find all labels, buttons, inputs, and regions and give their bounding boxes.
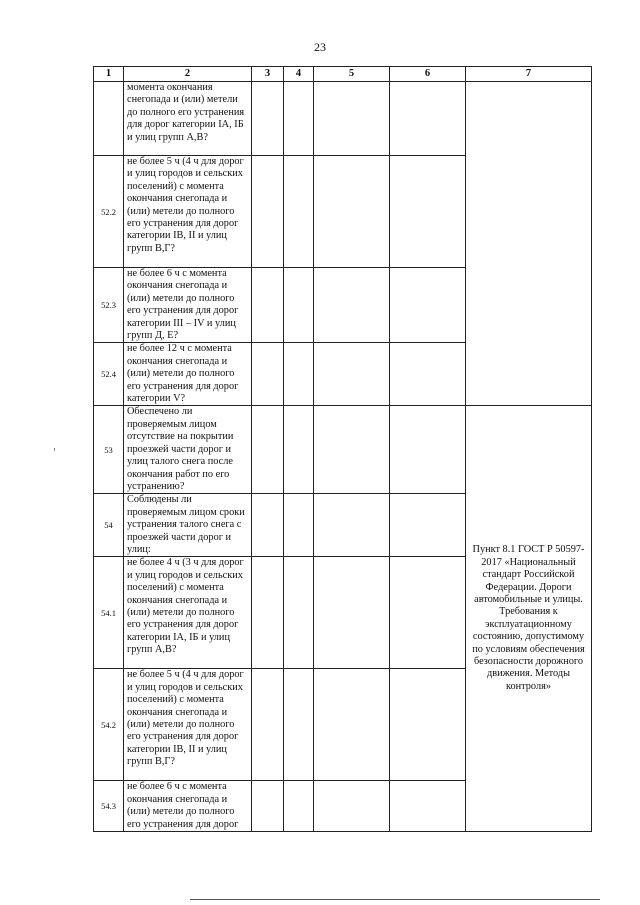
question-text: не более 12 ч с момента окончания снегопада и (или) метели до полного его устранения для дорог категории V?: [124, 343, 252, 406]
header-col-5: 5: [314, 67, 390, 82]
row-number: 54.1: [94, 557, 124, 669]
header-col-2: 2: [124, 67, 252, 82]
row-number: 52.2: [94, 156, 124, 268]
empty-cell: [390, 781, 466, 832]
row-number: 54: [94, 494, 124, 557]
empty-cell: [252, 82, 284, 156]
empty-cell: [390, 669, 466, 781]
question-text: момента окончания снегопада и (или) метели до полного его устранения для дорог категории IA, IБ и улиц групп А,В?: [124, 82, 252, 156]
empty-cell: [314, 268, 390, 343]
empty-cell: [314, 343, 390, 406]
row-number: 54.2: [94, 669, 124, 781]
empty-cell: [390, 343, 466, 406]
page-edge-line: [190, 899, 600, 900]
empty-cell: [284, 557, 314, 669]
question-text: не более 5 ч (4 ч для дорог и улиц городов и сельских поселений) с момента окончания снегопада и (или) метели до полного его устранения для дорог категории IB, II и улиц групп В,Г?: [124, 669, 252, 781]
empty-cell: [284, 494, 314, 557]
empty-cell: [390, 82, 466, 156]
empty-cell: [284, 669, 314, 781]
empty-cell: [390, 156, 466, 268]
header-col-1: 1: [94, 67, 124, 82]
empty-cell: [314, 406, 390, 494]
empty-cell: [284, 406, 314, 494]
empty-cell: [314, 82, 390, 156]
empty-cell: [284, 268, 314, 343]
empty-cell: [252, 669, 284, 781]
empty-cell: [252, 557, 284, 669]
row-number: 54.3: [94, 781, 124, 832]
empty-cell: [390, 406, 466, 494]
table-row: [94, 406, 592, 494]
gost-reference: Пункт 8.1 ГОСТ Р 50597-2017 «Национальный стандарт Российской Федерации. Дороги автомобильные и улицы. Требования к эксплуатационному состоянию, допустимому по условиям обеспечения безопасности дорожного движения. Методы контроля»: [466, 406, 592, 832]
question-text: не более 6 ч с момента окончания снегопада и (или) метели до полного его устранения для дорог: [124, 781, 252, 832]
row-number: [94, 82, 124, 156]
empty-cell: [252, 406, 284, 494]
empty-cell: [314, 494, 390, 557]
empty-cell: [252, 268, 284, 343]
header-row: [94, 67, 592, 82]
header-col-7: 7: [466, 67, 592, 82]
empty-cell: [284, 82, 314, 156]
header-col-4: 4: [284, 67, 314, 82]
empty-cell: [252, 343, 284, 406]
empty-cell: [252, 156, 284, 268]
page-number: 23: [314, 40, 326, 54]
inspection-checklist-table: [93, 66, 592, 832]
empty-cell: [314, 781, 390, 832]
empty-cell: [314, 557, 390, 669]
question-text: не более 5 ч (4 ч для дорог и улиц городов и сельских поселений) с момента окончания снегопада и (или) метели до полного его устранения для дорог категории IB, II и улиц групп В,Г?: [124, 156, 252, 268]
empty-cell: [314, 156, 390, 268]
table-row: [94, 82, 592, 156]
question-text: не более 6 ч с момента окончания снегопада и (или) метели до полного его устранения для дорог категории III – IV и улиц групп Д, Е?: [124, 268, 252, 343]
row-number: 53: [94, 406, 124, 494]
empty-cell: [390, 494, 466, 557]
question-text: Соблюдены ли проверяемым лицом сроки устранения талого снега с проезжей части дорог и улиц:: [124, 494, 252, 557]
empty-cell: [284, 343, 314, 406]
question-text: Обеспечено ли проверяемым лицом отсутствие на покрытии проезжей части дорог и улиц талого снега после окончания работ по его устранению?: [124, 406, 252, 494]
empty-cell: [314, 669, 390, 781]
empty-cell: [390, 557, 466, 669]
empty-cell: [390, 268, 466, 343]
question-text: не более 4 ч (3 ч для дорог и улиц городов и сельских поселений) с момента окончания снегопада и (или) метели до полного его устранения для дорог категории IA, IБ и улиц групп А,В?: [124, 557, 252, 669]
reference-cell-empty: [466, 82, 592, 406]
empty-cell: [284, 781, 314, 832]
header-col-6: 6: [390, 67, 466, 82]
empty-cell: [284, 156, 314, 268]
empty-cell: [252, 781, 284, 832]
empty-cell: [252, 494, 284, 557]
header-col-3: 3: [252, 67, 284, 82]
row-number: 52.3: [94, 268, 124, 343]
margin-mark: [54, 448, 55, 451]
row-number: 52.4: [94, 343, 124, 406]
